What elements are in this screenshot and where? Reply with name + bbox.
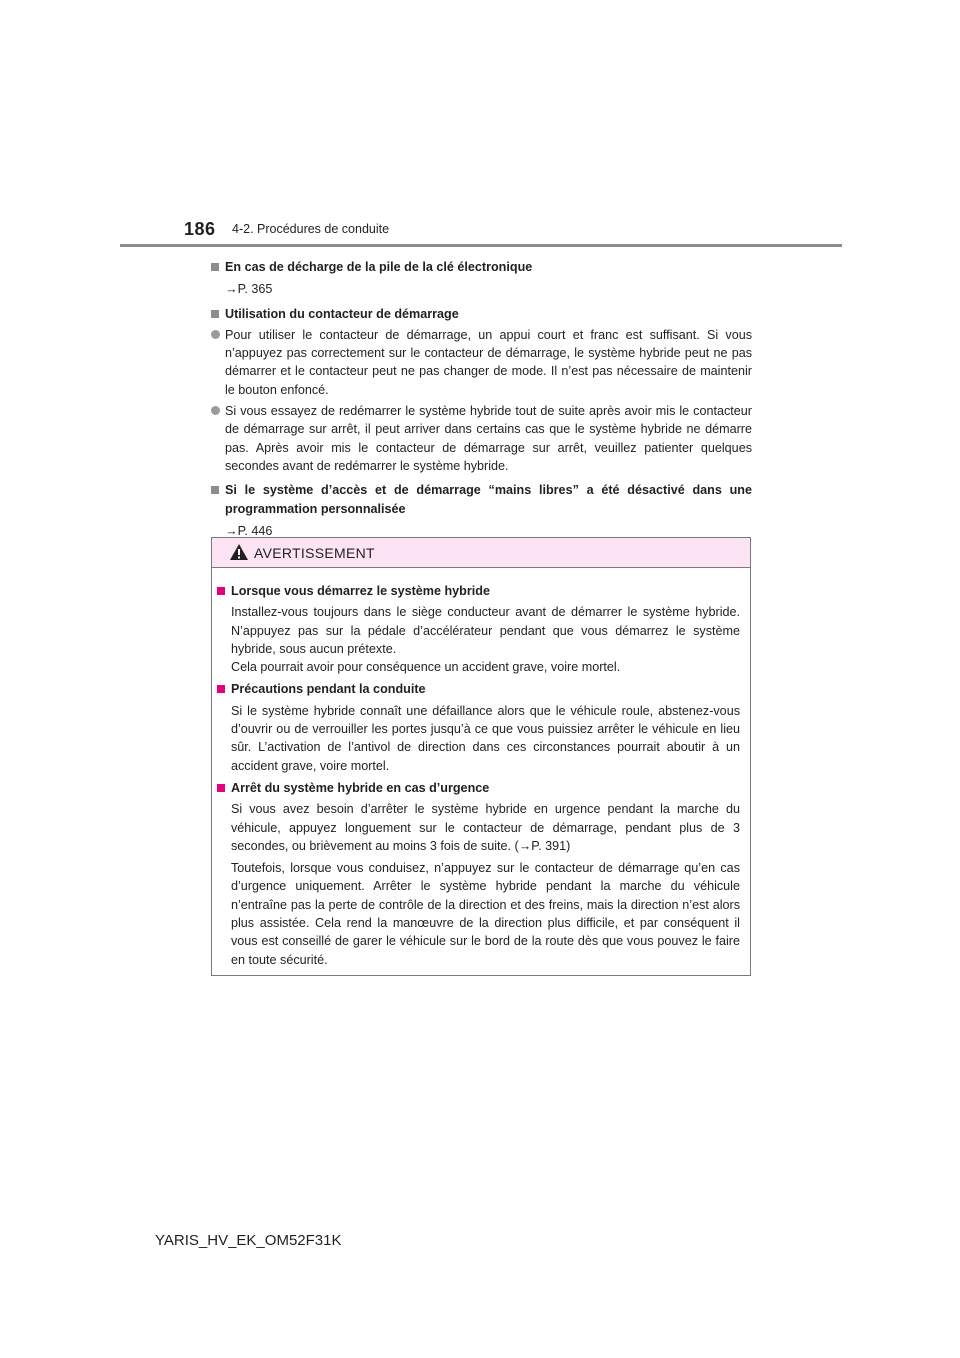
square-bullet-icon bbox=[217, 685, 225, 693]
document-code: YARIS_HV_EK_OM52F31K bbox=[155, 1232, 342, 1249]
page-reference-link[interactable]: →P. 446 bbox=[225, 523, 273, 538]
main-content bbox=[211, 252, 752, 540]
square-bullet-icon bbox=[211, 263, 219, 271]
warning-header bbox=[212, 538, 750, 568]
list-item: Si vous essayez de redémarrer le système hybride tout de suite après avoir mis le contacteur de démarrage sur arrêt, il peut arriver dans certains cas que le système hybride ne démarre pas. Après avoir mis le contacteur de démarrage sur arrêt, veuillez patienter quelques secondes avant de redémarrer le système hybride. bbox=[211, 402, 752, 475]
round-bullet-icon bbox=[211, 406, 220, 415]
warning-heading-starting: Lorsque vous démarrez le système hybride bbox=[217, 582, 740, 600]
warning-paragraph: Toutefois, lorsque vous conduisez, n’appuyez sur le contacteur de démarrage qu’en cas d’urgence uniquement. Arrêter le système hybride pendant la marche du véhicule n’entraîne pas la perte de contrôle de la direction et des freins, mais la direction n’est alors plus assistée. Cela rend la manœuvre de la direction plus difficile, et par conséquent il vous est conseillé de garer le véhicule sur le bord de la route dès que vous pouvez le faire en toute sécurité. bbox=[231, 861, 740, 967]
header-rule bbox=[120, 244, 842, 247]
section-heading-start-switch: Utilisation du contacteur de démarrage bbox=[211, 305, 752, 323]
warning-paragraph: Cela pourrait avoir pour conséquence un accident grave, voire mortel. bbox=[231, 660, 621, 675]
square-bullet-icon bbox=[217, 587, 225, 595]
section-heading-keyless-disabled: Si le système d’accès et de démarrage “mains libres” a été désactivé dans une programmation personnalisée bbox=[211, 481, 752, 518]
section-header: 4-2. Procédures de conduite bbox=[232, 222, 390, 236]
square-bullet-icon bbox=[217, 784, 225, 792]
page-reference-link[interactable]: →P. 365 bbox=[225, 282, 273, 297]
warning-heading-driving: Précautions pendant la conduite bbox=[217, 680, 740, 698]
section-heading-key-battery: En cas de décharge de la pile de la clé électronique bbox=[211, 258, 752, 276]
square-bullet-icon bbox=[211, 310, 219, 318]
square-bullet-icon bbox=[211, 486, 219, 494]
list-item: Pour utiliser le contacteur de démarrage, un appui court et franc est suffisant. Si vous n’appuyez pas correctement sur le contacteur de démarrage, le système hybride peut ne pas démarrer et le contacteur peut ne pas changer de mode. Il n’est pas nécessaire de maintenir le bouton enfoncé. bbox=[211, 326, 752, 399]
warning-box bbox=[211, 537, 751, 976]
warning-paragraph: Si le système hybride connaît une défaillance alors que le véhicule roule, abstenez-vous d’ouvrir ou de verrouiller les portes jusqu’à ce que vous puissiez arrêter le véhicule en lieu sûr. L’activation de l’antivol de direction dans ces circonstances pourrait aboutir à un accident grave, voire mortel. bbox=[231, 703, 740, 773]
warning-paragraph: Installez-vous toujours dans le siège conducteur avant de démarrer le système hybride. N’appuyez pas sur la pédale d’accélérateur pendant que vous démarrez le système hybride, sous aucun prétexte. bbox=[231, 605, 740, 656]
warning-title: AVERTISSEMENT bbox=[254, 545, 375, 561]
warning-triangle-icon bbox=[229, 543, 249, 561]
page-number: 186 bbox=[184, 219, 216, 239]
warning-body bbox=[212, 568, 750, 969]
round-bullet-icon bbox=[211, 330, 220, 339]
warning-paragraph: Si vous avez besoin d’arrêter le système hybride en urgence pendant la marche du véhicule, appuyez longuement sur le contacteur de démarrage, pendant plus de 3 secondes, ou brièvement au moins 3 fois de suite. (→P. 391) bbox=[231, 802, 740, 853]
warning-heading-emergency: Arrêt du système hybride en cas d’urgence bbox=[217, 779, 740, 797]
